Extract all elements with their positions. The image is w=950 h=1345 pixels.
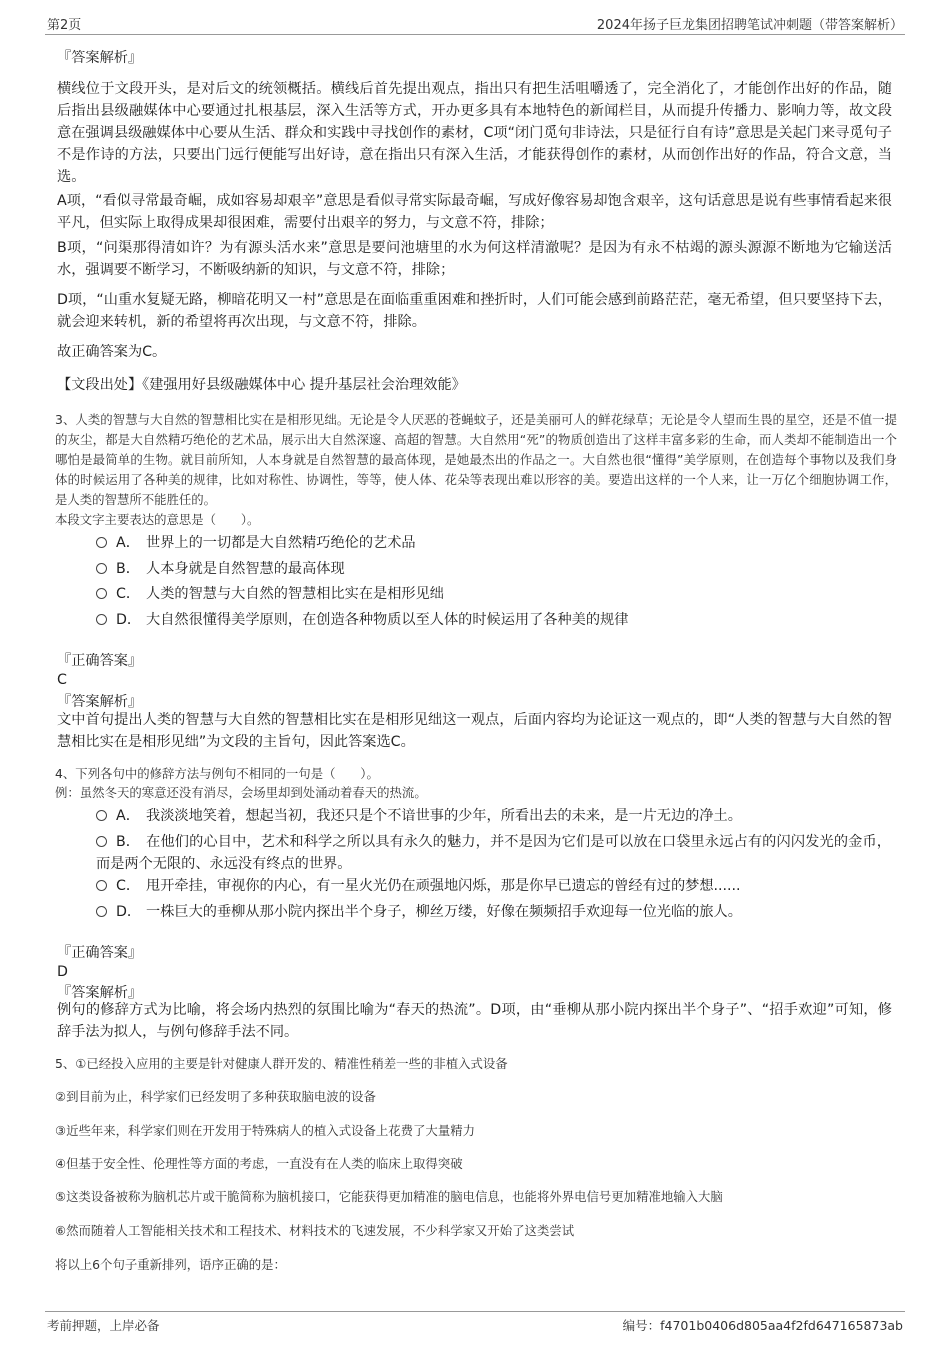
radio-button-icon[interactable]	[96, 836, 107, 847]
q5-line-4: ④但基于安全性、伦理性等方面的考虑，一直没有在人类的临床上取得突破	[55, 1156, 463, 1171]
radio-button-icon[interactable]	[96, 537, 107, 548]
q4-analysis: 例句的修辞方式为比喻，将会场内热烈的氛围比喻为“春天的热流”。D项，由“垂柳从那小院内探出半个身子”、“招手欢迎”可知，修辞手法为拟人，与例句修辞手法不同。	[57, 1002, 892, 1040]
q3-option-b[interactable]: B． 人本身就是自然智慧的最高体现	[96, 558, 891, 580]
radio-button-icon[interactable]	[96, 810, 107, 821]
q2-analysis-para-3: B项，“问渠那得清如许？为有源头活水来”意思是要问池塘里的水为何这样清澈呢？是因为有永不枯竭的源头源源不断地为它输送活水，强调要不断学习，不断吸纳新的知识，与文意不符，排除；	[57, 240, 892, 278]
q3-analysis: 文中首句提出人类的智慧与大自然的智慧相比实在是相形见绌这一观点，后面内容均为论证这一观点的，即“人类的智慧与大自然的智慧相比实在是相形见绌”为文段的主旨句，因此答案选C。	[57, 712, 892, 750]
q3-option-d[interactable]: D． 大自然很懂得美学原则，在创造各种物质以至人体的时候运用了各种美的规律	[96, 609, 891, 631]
q3-option-c[interactable]: C． 人类的智慧与大自然的智慧相比实在是相形见绌	[96, 583, 891, 605]
q4-option-c[interactable]: C． 甩开牵挂，审视你的内心，有一星火光仍在顽强地闪烁，那是你早已遗忘的曾经有过的梦想......	[96, 875, 891, 897]
q3-option-a[interactable]: A． 世界上的一切都是大自然精巧绝伦的艺术品	[96, 532, 891, 554]
q2-analysis-label: 『答案解析』	[57, 50, 143, 66]
q3-analysis-label: 『答案解析』	[57, 694, 143, 710]
q2-analysis-para-4: D项，“山重水复疑无路，柳暗花明又一村”意思是在面临重重困难和挫折时，人们可能会感到前路茫茫，毫无希望，但只要坚持下去，就会迎来转机，新的希望将再次出现，与文意不符，排除。	[57, 292, 892, 330]
document-code: 编号：f4701b0406d805aa4f2fd647165873ab	[622, 1318, 903, 1333]
q5-line-3: ③近些年来，科学家们则在开发用于特殊病人的植入式设备上花费了大量精力	[55, 1123, 475, 1138]
q5-line-5: ⑤这类设备被称为脑机芯片或干脆简称为脑机接口，它能获得更加精准的脑电信息，也能将外界电信号更加精准地输入大脑	[55, 1189, 723, 1204]
q2-analysis-para-2: A项，“看似寻常最奇崛，成如容易却艰辛”意思是看似寻常实际最奇崛，写成好像容易却饱含艰辛，这句话意思是说有些事情看起来很平凡，但实际上取得成果却很困难，需要付出艰辛的努力，与文意不符，排除；	[57, 193, 892, 231]
page-number: 第2页	[47, 18, 82, 33]
page-footer	[45, 1311, 905, 1333]
radio-button-icon[interactable]	[96, 880, 107, 891]
q4-analysis-label: 『答案解析』	[57, 985, 143, 1001]
footer-slogan: 考前押题，上岸必备	[47, 1318, 160, 1333]
q5-line-1: 5、①已经投入应用的主要是针对健康人群开发的、精准性稍差一些的非植入式设备	[55, 1056, 508, 1071]
q3-stem: 3、人类的智慧与大自然的智慧相比实在是相形见绌。无论是令人厌恶的苍蝇蚊子，还是美丽可人的鲜花绿草；无论是令人望而生畏的星空，还是不值一提的灰尘，都是大自然精巧绝伦的艺术品，展示出大自然深邃、高超的智慧。大自然用“死”的物质创造出了这样丰富多彩的生命，而人类却不能制造出一个哪怕是最简单的生物。就目前所知，人本身就是自然智慧的最高体现，是她最杰出的作品之一。大自然也很“懂得”美学原则，在创造每个事物以及我们身体的时候运用了各种美的规律，比如对称性、协调性，等等，使人体、花朵等表现出难以形容的美。要造出这样的一个人来，让一万亿个细胞协调工作，是人类的智慧所不能胜任的。	[55, 412, 897, 507]
q4-option-b[interactable]: B． 在他们的心目中，艺术和科学之所以具有永久的魅力，并不是因为它们是可以放在口袋里永远占有的闪闪发光的金币，而是两个无限的、永远没有终点的世界。	[96, 834, 891, 872]
q2-analysis-para-1: 横线位于文段开头，是对后文的统领概括。横线后首先提出观点，指出只有把生活咀嚼透了，完全消化了，才能创作出好的作品，随后指出县级融媒体中心要通过扎根基层，深入生活等方式，开办更多具有本地特色的新闻栏目，从而提升传播力、影响力等，故文段意在强调县级融媒体中心要从生活、群众和实践中寻找创作的素材，C项“闭门觅句非诗法，只是征行自有诗”意思是关起门来寻觅句子不是作诗的方法，只要出门远行便能写出好诗，意在指出只有深入生活，才能获得创作的素材，从而创作出好的作品，符合文意，当选。	[57, 81, 892, 185]
q3-answer-label: 『正确答案』	[57, 653, 143, 669]
q4-answer: D	[57, 964, 68, 980]
q3-answer: C	[57, 672, 67, 688]
page-header	[45, 14, 905, 35]
q5-prompt: 将以上6个句子重新排列，语序正确的是：	[55, 1257, 286, 1272]
q5-line-2: ②到目前为止，科学家们已经发明了多种获取脑电波的设备	[55, 1089, 376, 1104]
q2-conclusion: 故正确答案为C。	[57, 344, 167, 360]
radio-button-icon[interactable]	[96, 588, 107, 599]
document-title: 2024年扬子巨龙集团招聘笔试冲刺题（带答案解析）	[596, 18, 903, 33]
q4-answer-label: 『正确答案』	[57, 945, 143, 961]
q4-option-a[interactable]: A． 我淡淡地笑着，想起当初，我还只是个不谙世事的少年，所看出去的未来，是一片无边的净土。	[96, 805, 891, 827]
q2-source: 【文段出处】《建强用好县级融媒体中心 提升基层社会治理效能》	[57, 377, 466, 393]
radio-button-icon[interactable]	[96, 614, 107, 625]
radio-button-icon[interactable]	[96, 563, 107, 574]
q4-stem: 4、下列各句中的修辞方法与例句不相同的一句是（ ）。	[55, 766, 379, 781]
q4-example: 例：虽然冬天的寒意还没有消尽，会场里却到处涌动着春天的热流。	[55, 785, 427, 800]
radio-button-icon[interactable]	[96, 906, 107, 917]
q5-line-6: ⑥然而随着人工智能相关技术和工程技术、材料技术的飞速发展，不少科学家又开始了这类尝试	[55, 1223, 575, 1238]
q4-option-d[interactable]: D． 一株巨大的垂柳从那小院内探出半个身子，柳丝万缕，好像在频频招手欢迎每一位光临的旅人。	[96, 901, 891, 923]
q3-prompt: 本段文字主要表达的意思是（ ）。	[55, 512, 260, 527]
